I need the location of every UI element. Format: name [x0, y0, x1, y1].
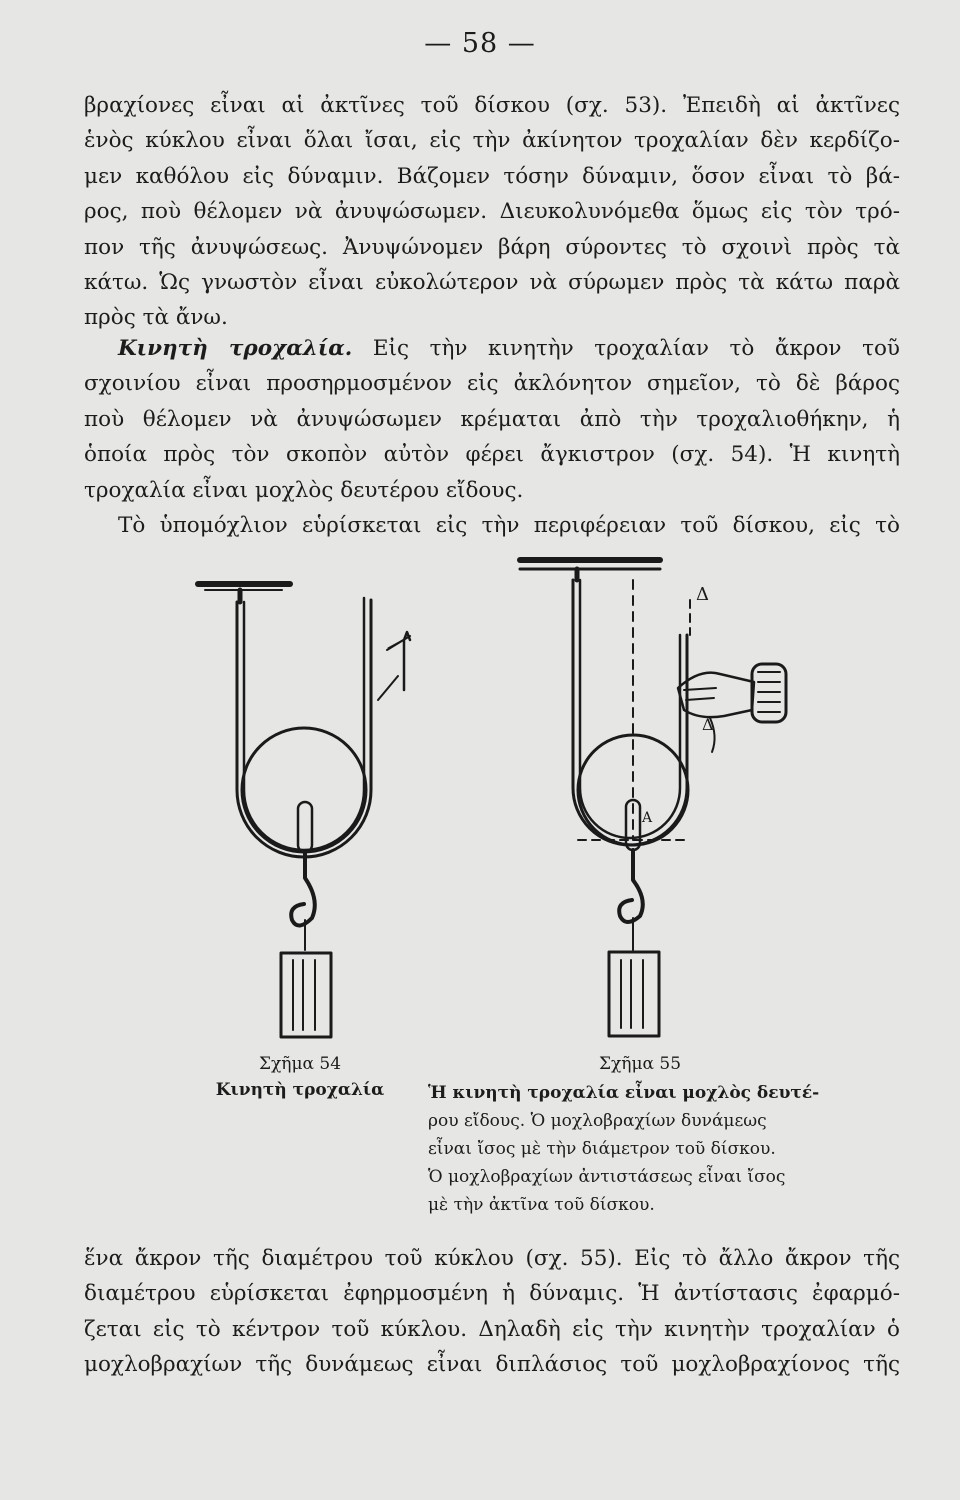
movable-pulley-paragraph: [84, 331, 900, 543]
text-line: μεν καθόλου εἰς δύναμιν. Βάζομεν τόσην δύναμιν, ὅσον εἶναι τὸ βά-: [84, 163, 900, 189]
label-top-delta: Δ: [696, 584, 709, 605]
heading-line-rest: Εἰς τὴν κινητὴν τροχαλίαν τὸ ἄκρον τοῦ: [372, 336, 900, 361]
text-line: βραχίονες εἶναι αἱ ἀκτῖνες τοῦ δίσκου (σχ. 53). Ἐπειδὴ αἱ ἀκτῖνες: [84, 93, 900, 118]
text-line: ρος, ποὺ θέλομεν νὰ ἀνυψώσωμεν. Διευκολυνόμεθα ὅμως εἰς τὸν τρό-: [84, 199, 900, 225]
text-line: ἕνα ἄκρον τῆς διαμέτρου τοῦ κύκλου (σχ. 55). Εἰς τὸ ἄλλο ἄκρον τῆς: [84, 1246, 900, 1271]
page-number: — 58 —: [424, 28, 536, 59]
text-line: πρὸς τὰ ἄνω.: [84, 305, 228, 331]
text-line: Τὸ ὑπομόχλιον εὑρίσκεται εἰς τὴν περιφέρειαν τοῦ δίσκου, εἰς τὸ: [118, 513, 900, 539]
figure-55-title: Σχῆμα 55: [598, 1054, 682, 1074]
figure-54-caption: [200, 1051, 400, 1103]
figure-55-drawing: [520, 560, 786, 1036]
caption-line: ρου εἴδους. Ὁ μοχλοβραχίων δυνάμεως: [428, 1111, 767, 1131]
figures-area: [0, 540, 960, 1060]
figure-54-subtitle: Κινητὴ τροχαλία: [215, 1080, 385, 1100]
figure-55-caption-text: [428, 1079, 848, 1219]
text-line: ὁποία πρὸς τὸν σκοπὸν αὐτὸν φέρει ἄγκιστρον (σχ. 54). Ἡ κινητὴ: [84, 442, 900, 468]
text-line: [84, 331, 900, 366]
figure-54-drawing: [198, 584, 410, 1037]
caption-line: μὲ τὴν ἀκτῖνα τοῦ δίσκου.: [428, 1195, 655, 1215]
caption-line: Ὁ μοχλοβραχίων ἀντιστάσεως εἶναι ἴσος: [428, 1167, 786, 1187]
text-line: ποὺ θέλομεν νὰ ἀνυψώσωμεν κρέμαται ἀπὸ τὴν τροχαλιοθήκην, ἡ: [84, 406, 900, 432]
caption-line: εἶναι ἴσος μὲ τὴν διάμετρον τοῦ δίσκου.: [428, 1139, 776, 1159]
text-line: ζεται εἰς τὸ κέντρον τοῦ κύκλου. Δηλαδὴ εἰς τὴν κινητὴν τροχαλίαν ὁ: [84, 1316, 900, 1342]
figure-54-title: Σχῆμα 54: [258, 1054, 342, 1074]
label-side-delta: Δ: [702, 715, 714, 734]
text-line: ἑνὸς κύκλου εἶναι ὅλαι ἴσαι, εἰς τὴν ἀκίνητον τροχαλίαν δὲν κερδίζο-: [84, 128, 900, 154]
text-line: διαμέτρου εὑρίσκεται ἐφηρμοσμένη ἡ δύναμις. Ἡ ἀντίστασις ἐφαρμό-: [84, 1281, 900, 1307]
figure-55-caption-title: [540, 1051, 740, 1077]
caption-line: Ἡ κινητὴ τροχαλία εἶναι μοχλὸς δευτέ-: [428, 1083, 820, 1103]
text-line: πον τῆς ἀνυψώσεως. Ἀνυψώνομεν βάρη σύροντες τὸ σχοινὶ πρὸς τὰ: [84, 234, 900, 260]
text-line: τροχαλία εἶναι μοχλὸς δευτέρου εἴδους.: [84, 477, 524, 503]
text-line: σχοινίου εἶναι προσηρμοσμένον εἰς ἀκλόνητον σημεῖον, τὸ δὲ βάρος: [84, 371, 900, 397]
pulley-illustrations: [0, 540, 960, 1060]
label-center-alpha: Α: [642, 810, 653, 826]
bottom-paragraph: [84, 1241, 900, 1383]
top-paragraph: [84, 88, 900, 336]
section-heading: Κινητὴ τροχαλία.: [118, 336, 353, 361]
text-line: μοχλοβραχίων τῆς δυνάμεως εἶναι διπλάσιος τοῦ μοχλοβραχίονος τῆς: [84, 1352, 900, 1378]
text-line: κάτω. Ὡς γνωστὸν εἶναι εὐκολώτερον νὰ σύρωμεν πρὸς τὰ κάτω παρὰ: [84, 270, 900, 296]
